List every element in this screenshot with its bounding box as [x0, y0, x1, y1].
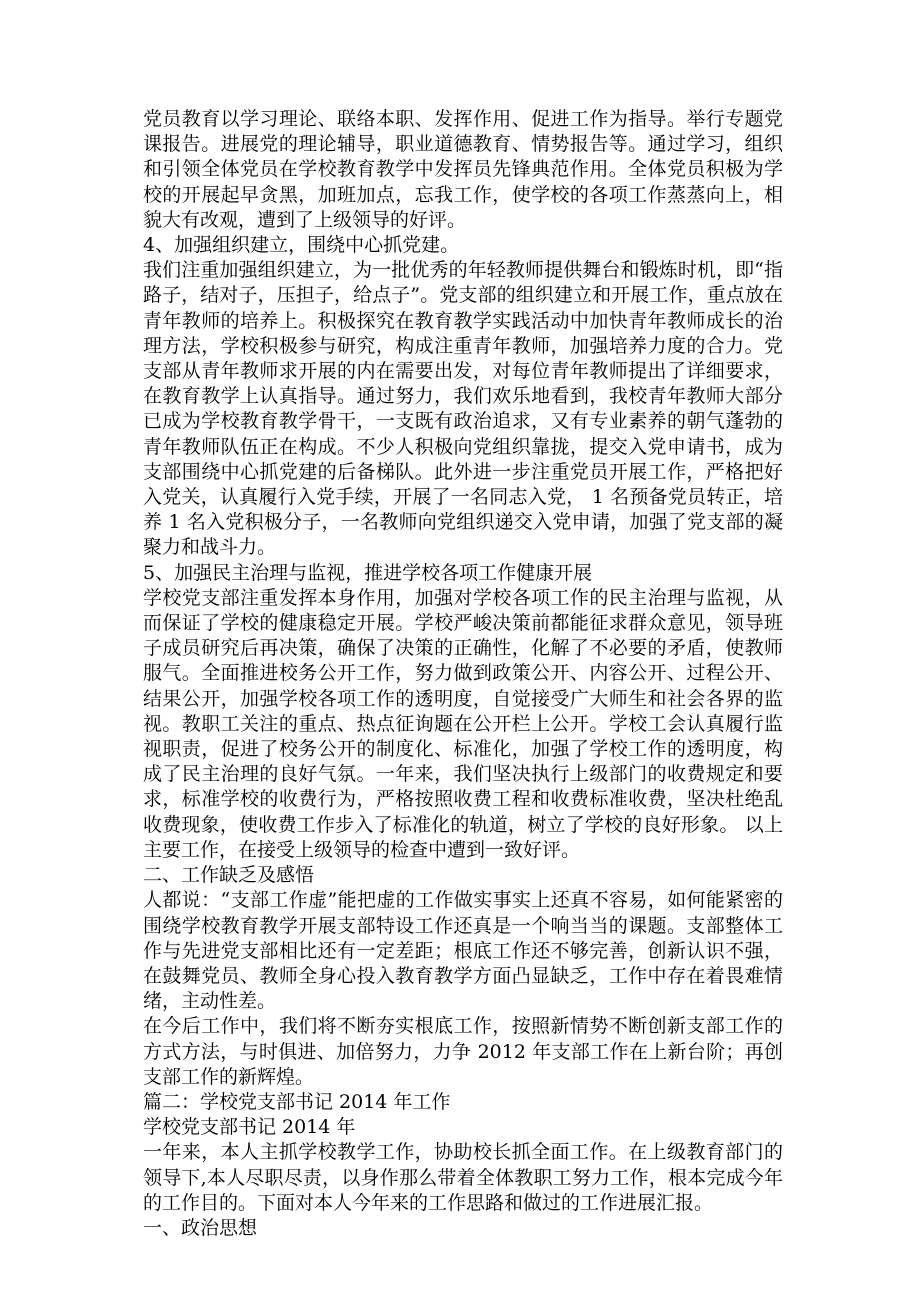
section-heading-political-thought: 一、政治思想	[143, 1216, 258, 1239]
article-two-title: 篇二：学校党支部书记 2014 年工作	[143, 1090, 451, 1113]
paragraph-shortcomings: 人都说：“支部工作虚”能把虚的工作做实事实上还真不容易，如何能紧密的围绕学校教育教学开展支部特设工作还真是一个响当当的课题。支部整体工作与先进党支部相比还有一定差距；根底工作还不够完善，创新认识不强，在鼓舞党员、教师全身心投入教育教学方面凸显缺乏，工作中存在着畏难情绪，主动性差。	[143, 889, 783, 1013]
section-heading-4: 4、加强组织建立，围绕中心抓党建。	[143, 234, 460, 257]
document-body	[143, 107, 783, 1241]
paragraph-year-summary: 一年来，本人主抓学校教学工作，协助校长抓全面工作。在上级教育部门的领导下,本人尽职尽责，以身作那么带着全体教职工努力工作，根本完成今年的工作目的。下面对本人今年来的工作思路和做过的工作进展汇报。	[143, 1141, 783, 1214]
section-heading-shortcomings: 二、工作缺乏及感悟	[143, 864, 315, 887]
paragraph-future-work: 在今后工作中，我们将不断夯实根底工作，按照新情势不断创新支部工作的方式方法，与时俱进、加倍努力，力争 2012 年支部工作在上新台阶；再创支部工作的新辉煌。	[143, 1015, 783, 1088]
article-two-subtitle: 学校党支部书记 2014 年	[143, 1116, 356, 1139]
section-heading-5: 5、加强民主治理与监视，推进学校各项工作健康开展	[143, 561, 593, 584]
paragraph-organization: 我们注重加强组织建立，为一批优秀的年轻教师提供舞台和锻炼时机，即“指路子，结对子，压担子，给点子”。党支部的组织建立和开展工作，重点放在青年教师的培养上。积极探究在教育教学实践活动中加快青年教师成长的治理方法，学校积极参与研究，构成注重青年教师，加强培养力度的合力。党支部从青年教师求开展的内在需要出发，对每位青年教师提出了详细要求，在教育教学上认真指导。通过努力，我们欢乐地看到，我校青年教师大部分已成为学校教育教学骨干，一支既有政治追求，又有专业素养的朝气蓬勃的青年教师队伍正在构成。不少人积极向党组织靠拢，提交入党申请书，成为支部围绕中心抓党建的后备梯队。此外进一步注重党员开展工作，严格把好入党关，认真履行入党手续，开展了一名同志入党， 1 名预备党员转正，培养 1 名入党积极分子，一名教师向党组织递交入党申请，加强了党支部的凝聚力和战斗力。	[143, 259, 783, 559]
paragraph-democratic-supervision: 学校党支部注重发挥本身作用，加强对学校各项工作的民主治理与监视，从而保证了学校的健康稳定开展。学校严峻决策前都能征求群众意见，领导班子成员研究后再决策，确保了决策的正确性，化解了不必要的矛盾，使教师服气。全面推进校务公开工作，努力做到政策公开、内容公开、过程公开、结果公开，加强学校各项工作的透明度，自觉接受广大师生和社会各界的监视。教职工关注的重点、热点征询题在公开栏上公开。学校工会认真履行监视职责，促进了校务公开的制度化、标准化，加强了学校工作的透明度，构成了民主治理的良好气氛。一年来，我们坚决执行上级部门的收费规定和要求，标准学校的收费行为，严格按照收费工程和收费标准收费，坚决杜绝乱收费现象，使收费工作步入了标准化的轨道，树立了学校的良好形象。 以上主要工作，在接受上级领导的检查中遭到一致好评。	[143, 586, 783, 861]
paragraph-party-education: 党员教育以学习理论、联络本职、发挥作用、促进工作为指导。举行专题党课报告。进展党的理论辅导，职业道德教育、情势报告等。通过学习，组织和引领全体党员在学校教育教学中发挥员先锋典范作用。全体党员积极为学校的开展起早贪黑，加班加点，忘我工作，使学校的各项工作蒸蒸向上，相貌大有改观，遭到了上级领导的好评。	[143, 108, 783, 231]
